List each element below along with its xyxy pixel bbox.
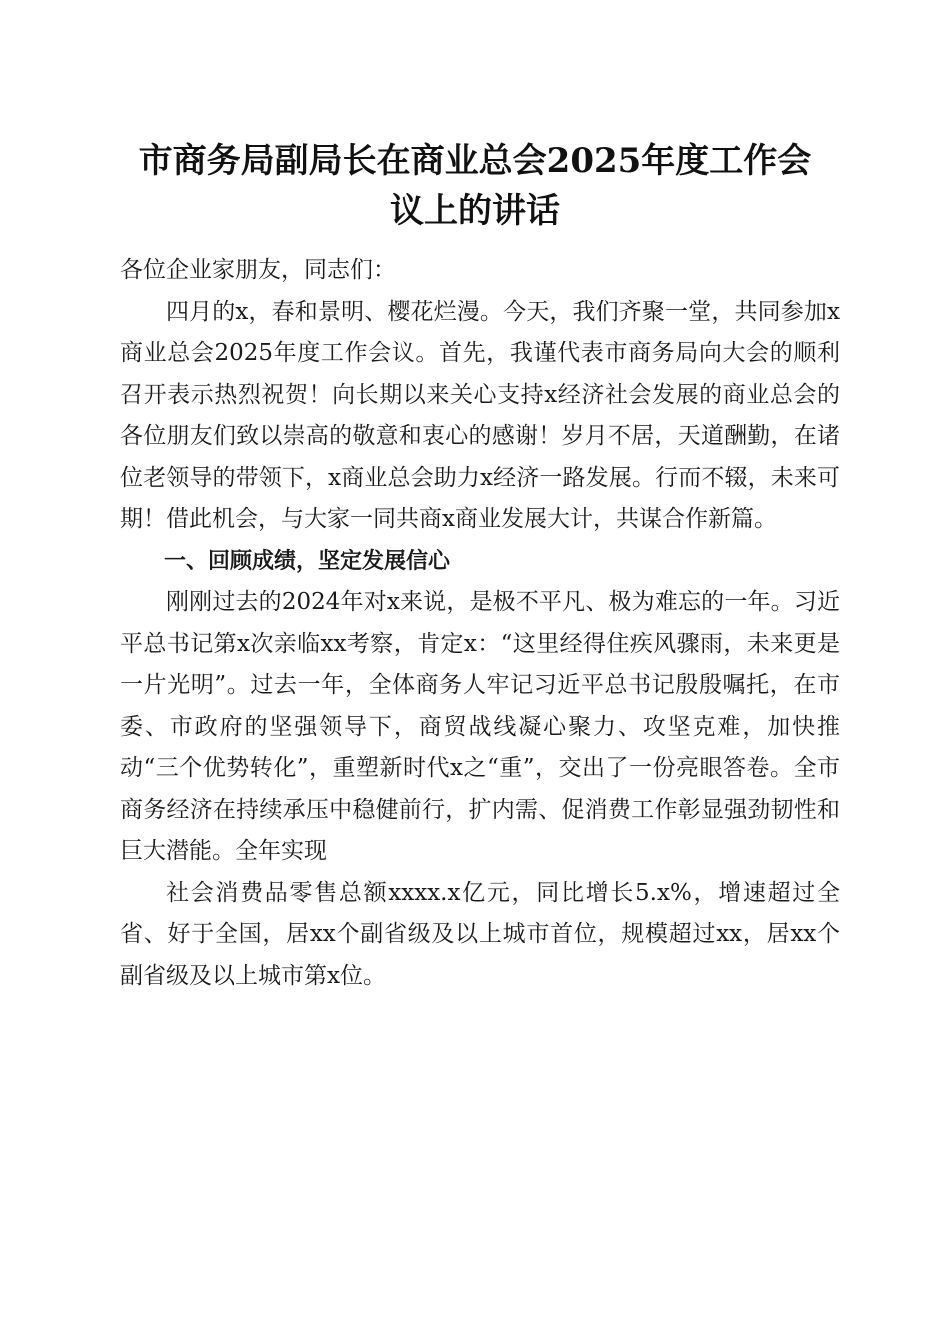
title-line-1: 市商务局副局长在商业总会2025年度工作会 xyxy=(138,141,812,181)
title-line-2: 议上的讲话 xyxy=(390,191,560,231)
paragraph-opening: 四月的x，春和景明、樱花烂漫。今天，我们齐聚一堂，共同参加x商业总会2025年度工作会议。首先，我谨代表市商务局向大会的顺利召开表示热烈祝贺！向长期以来关心支持x经济社会发展的商业总会的各位朋友们致以崇高的敬意和衷心的感谢！岁月不居，天道酬勤，在诸位老领导的带领下，x商业总会助力x经济一路发展。行而不辍，未来可期！借此机会，与大家一同共商x商业发展大计，共谋合作新篇。 xyxy=(120,298,840,532)
salutation: 各位企业家朋友，同志们： xyxy=(120,257,396,283)
document-body xyxy=(120,250,840,997)
paragraph-review: 刚刚过去的2024年对x来说，是极不平凡、极为难忘的一年。习近平总书记第x次亲临xx考察，肯定x：“这里经得住疾风骤雨，未来更是一片光明”。过去一年，全体商务人牢记习近平总书记殷殷嘱托，在市委、市政府的坚强领导下，商贸战线凝心聚力、攻坚克难，加快推动“三个优势转化”，重塑新时代x之“重”，交出了一份亮眼答卷。全市商务经济在持续承压中稳健前行，扩内需、促消费工作彰显强劲韧性和巨大潜能。全年实现 xyxy=(120,589,840,864)
section-heading-1: 一、回顾成绩，坚定发展信心 xyxy=(164,548,451,574)
paragraph-retail-sales: 社会消费品零售总额xxxx.x亿元，同比增长5.x%，增速超过全省、好于全国，居xx个副省级及以上城市首位，规模超过xx，居xx个副省级及以上城市第x位。 xyxy=(120,879,840,989)
document-title xyxy=(100,136,850,236)
